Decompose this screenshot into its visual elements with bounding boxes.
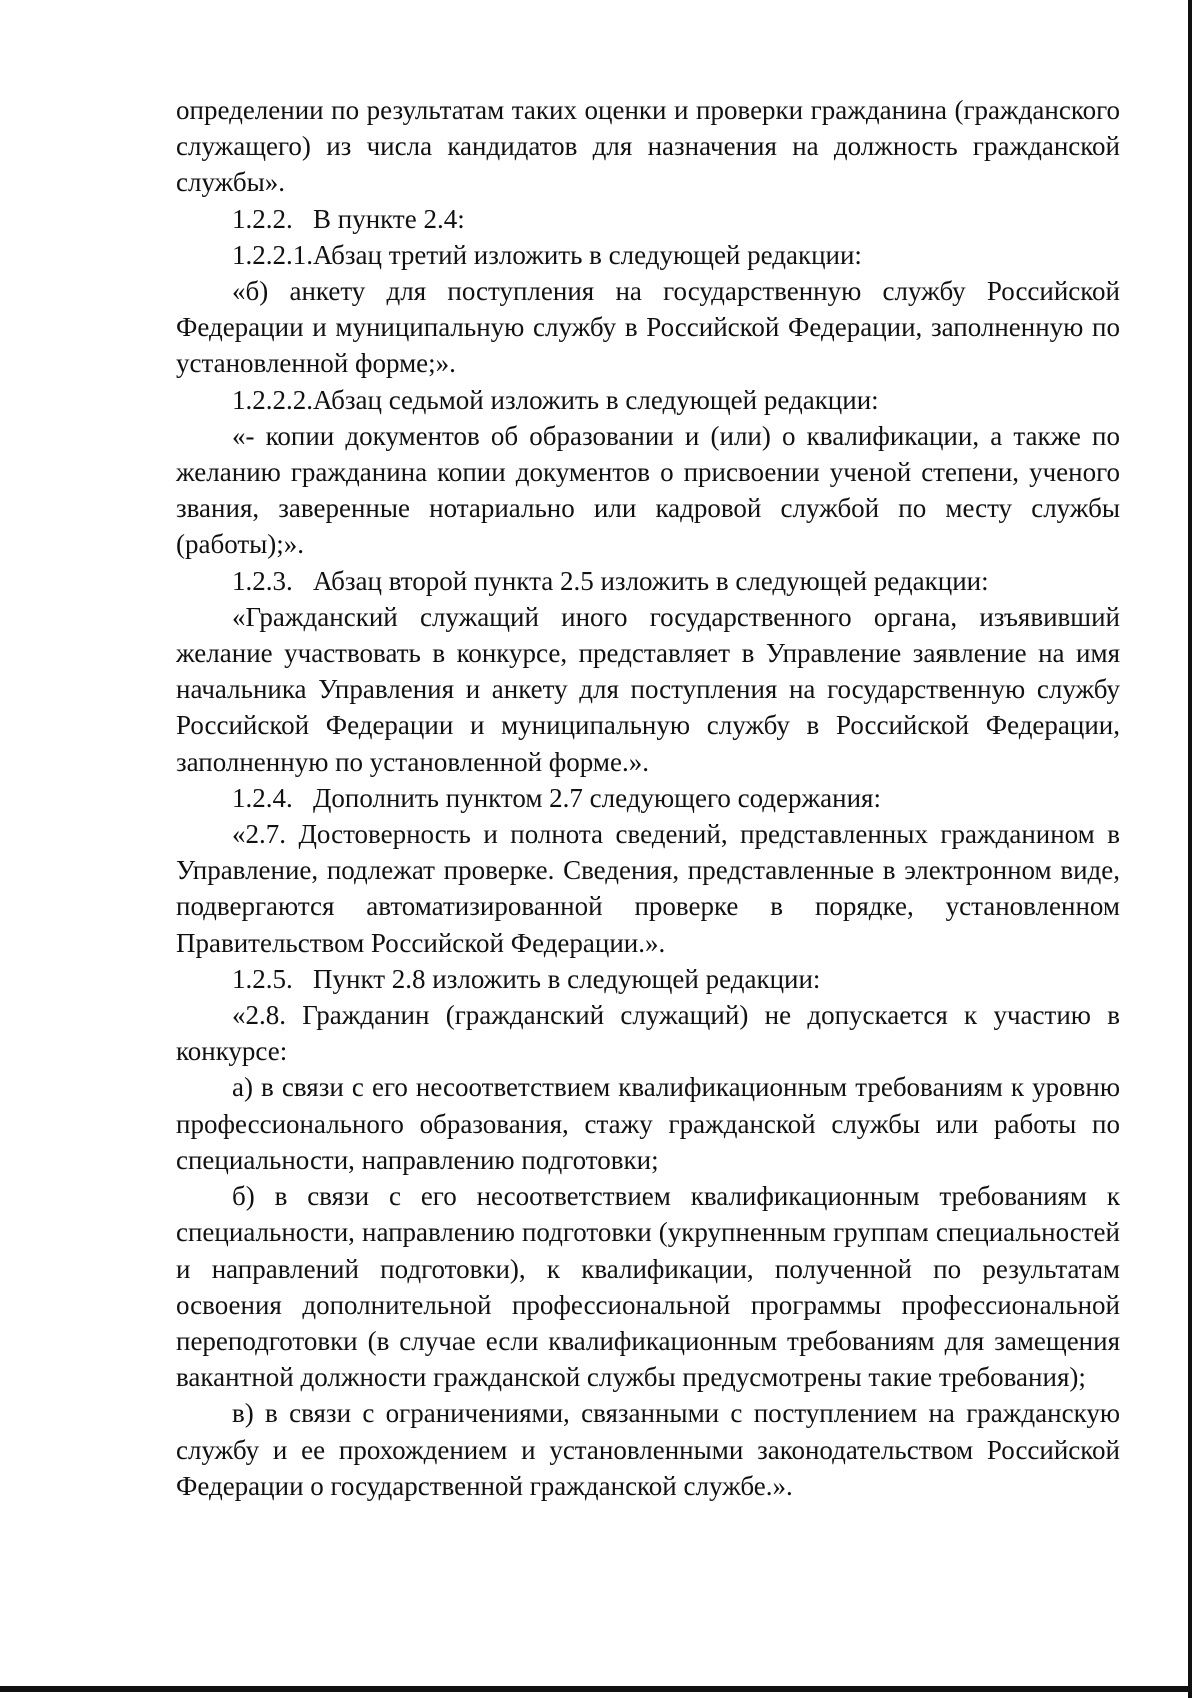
paragraph-quote-b-anketa: «б) анкету для поступления на государственную службу Российской Федерации и муниципальную службу в Российской Федерации, заполненную по установленной форме;».	[176, 276, 1120, 379]
paragraph-quote-2-7: «2.7. Достоверность и полнота сведений, представленных гражданином в Управление, подлежат проверке. Сведения, представленные в электронном виде, подвергаются автоматизированной проверке в порядке, установленном Правительством Российской Федерации.».	[176, 819, 1120, 958]
paragraph-1-2-3: 1.2.3. Абзац второй пункта 2.5 изложить в следующей редакции:	[232, 565, 989, 596]
paragraph-1-2-2: 1.2.2. В пункте 2.4:	[232, 203, 465, 234]
paragraph-1-2-5: 1.2.5. Пункт 2.8 изложить в следующей редакции:	[232, 963, 821, 994]
paragraph-item-a: а) в связи с его несоответствием квалификационным требованиям к уровню профессионального образования, стажу гражданской службы или работы по специальности, направлению подготовки;	[176, 1072, 1120, 1175]
paragraph-1-2-4: 1.2.4. Дополнить пунктом 2.7 следующего содержания:	[232, 782, 881, 813]
paragraph-item-b: б) в связи с его несоответствием квалификационным требованиям к специальности, направлению подготовки (укрупненным группам специальностей и направлений подготовки), к квалификации, полученной по результатам освоения дополнительной профессиональной программы профессиональной переподготовки (в случае если квалификационным требованиям для замещения вакантной должности гражданской службы предусмотрены такие требования);	[176, 1181, 1120, 1393]
paragraph-quote-2-8: «2.8. Гражданин (гражданский служащий) не допускается к участию в конкурсе:	[176, 1000, 1120, 1067]
scan-edge-bottom-border	[0, 1686, 1192, 1692]
paragraph-1-2-2-2: 1.2.2.2.Абзац седьмой изложить в следующей редакции:	[232, 384, 879, 415]
paragraph-quote-civil-servant: «Гражданский служащий иного государственного органа, изъявивший желание участвовать в конкурсе, представляет в Управление заявление на имя начальника Управления и анкету для поступления на государственную службу Российской Федерации и муниципальную службу в Российской Федерации, заполненную по установленной форме.».	[176, 601, 1120, 777]
paragraph-item-v: в) в связи с ограничениями, связанными с поступлением на гражданскую службу и ее прохождением и установленными законодательством Российской Федерации о государственной гражданской службе.».	[176, 1398, 1120, 1501]
paragraph-continuation: определении по результатам таких оценки и проверки гражданина (гражданского служащего) из числа кандидатов для назначения на должность гражданской службы».	[176, 95, 1120, 198]
paragraph-1-2-2-1: 1.2.2.1.Абзац третий изложить в следующей редакции:	[232, 239, 862, 270]
document-body	[176, 92, 1120, 1504]
scan-edge-right-border	[1188, 0, 1192, 1698]
paragraph-quote-copies: «- копии документов об образовании и (или) о квалификации, а также по желанию гражданина копии документов о присвоении ученой степени, ученого звания, заверенные нотариально или кадровой службой по месту службы (работы);».	[176, 420, 1120, 560]
